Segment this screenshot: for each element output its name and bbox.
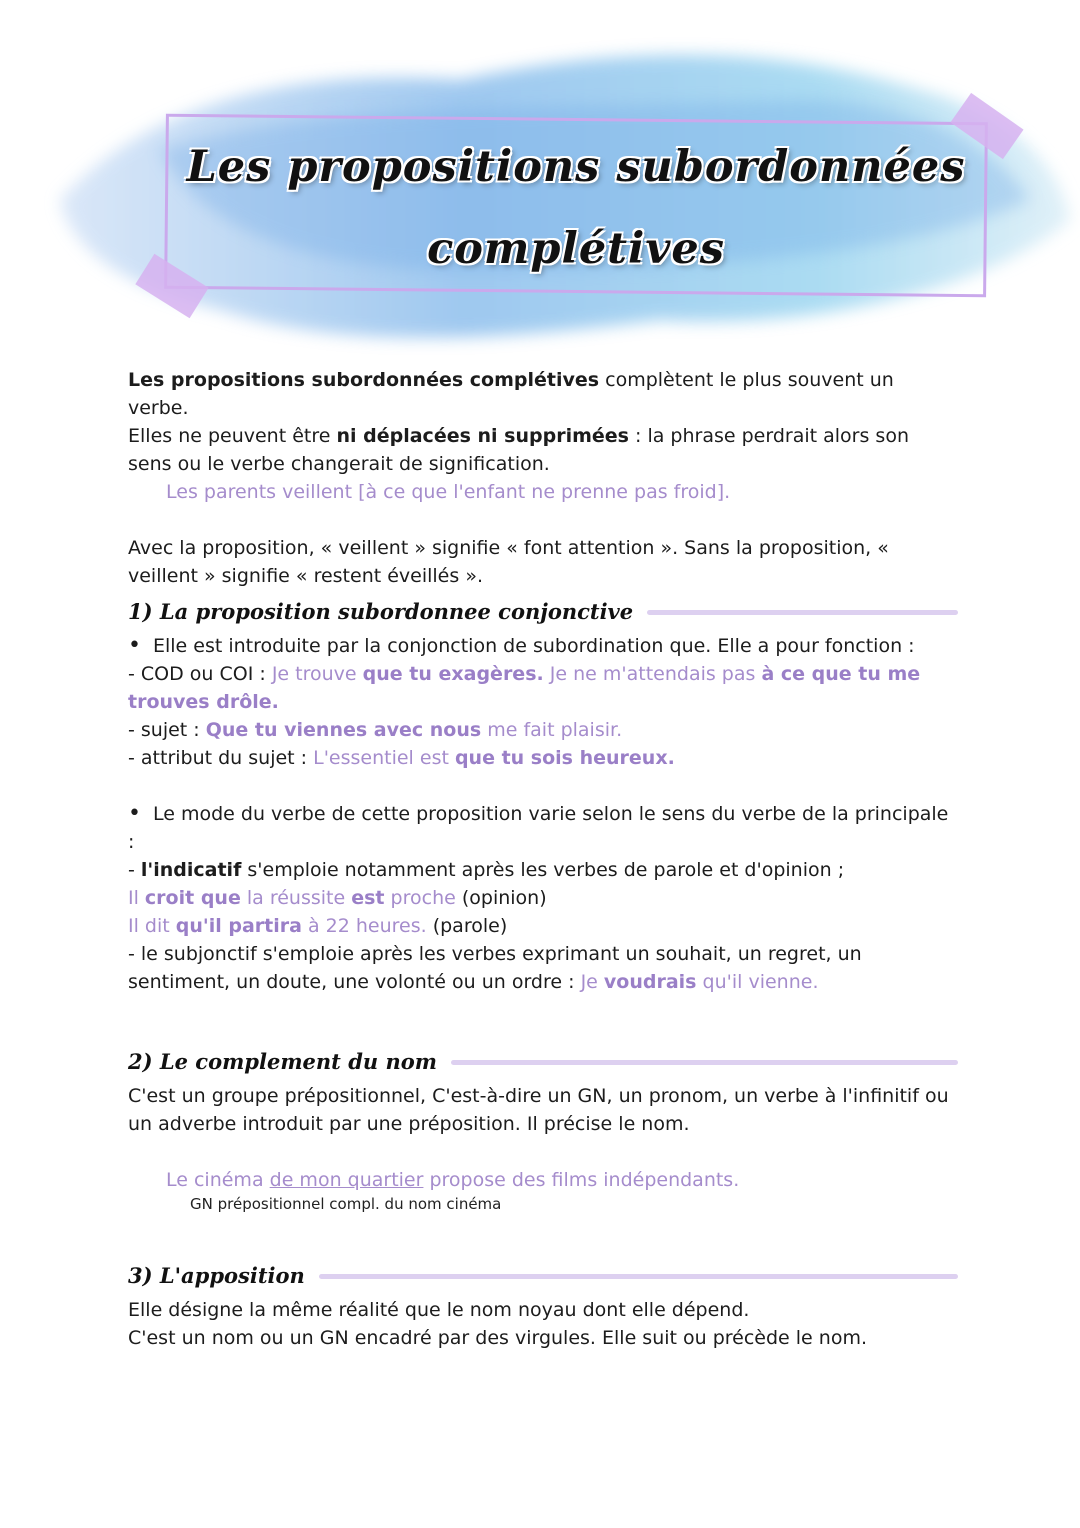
example-highlight: que tu sois heureux. (454, 747, 675, 769)
example-text: Je ne m'attendais pas (543, 663, 762, 685)
intro-text: : la phrase perdrait alors son sens ou le verbe changerait de signification. (128, 425, 909, 475)
intro-text: Elles ne peuvent être (128, 425, 337, 447)
mode-bold-term: l'indicatif (140, 859, 242, 881)
example-text: Le cinéma (166, 1169, 270, 1191)
example-highlight: à ce que tu me trouves drôle. (128, 663, 921, 713)
example-parole (128, 912, 958, 940)
example-highlight: est (351, 887, 385, 909)
section-1-bullet-1: • Elle est introduite par la conjonction de subordination que. Elle a pour fonction : (128, 632, 958, 660)
example-text: la réussite (240, 887, 352, 909)
page-title (165, 126, 987, 290)
section-1-title: 1) La proposition subordonnee conjonctive (128, 599, 634, 624)
section-rule (451, 1060, 958, 1065)
function-label: - sujet : (128, 719, 206, 741)
example-text: me fait plaisir. (481, 719, 623, 741)
section-1-bullet-2: • Le mode du verbe de cette proposition varie selon le sens du verbe de la principale : (128, 800, 958, 856)
example-text: Je trouve (271, 663, 363, 685)
section-2-heading (128, 1048, 958, 1076)
example-highlight: croit que (144, 887, 241, 909)
mode-text: s'emploie notamment après les verbes de parole et d'opinion ; (241, 859, 845, 881)
intro-text: complètent le plus souvent un verbe. (128, 369, 894, 419)
example-tag: (opinion) (455, 887, 547, 909)
function-sujet (128, 716, 958, 744)
dash: - (128, 859, 141, 881)
example-text: Je (580, 971, 604, 993)
example-text: Il (128, 887, 145, 909)
section-2-text: C'est un groupe prépositionnel, C'est-à-dire un GN, un pronom, un verbe à l'infinitif ou un adverbe introduit par une préposition. Il précise le nom. (128, 1085, 949, 1135)
function-label: - attribut du sujet : (128, 747, 314, 769)
example-text: propose des films indépendants. (423, 1169, 740, 1191)
example-underlined: de mon quartier (269, 1169, 424, 1191)
main-content (128, 366, 958, 1352)
example-highlight: voudrais (603, 971, 697, 993)
intro-bold-term: ni déplacées ni supprimées (336, 425, 629, 447)
section-rule (319, 1274, 958, 1279)
section-1-heading (128, 598, 958, 626)
example-opinion (128, 884, 958, 912)
mode-subjonctif (128, 940, 958, 996)
intro-paragraph (128, 366, 958, 478)
function-cod-coi (128, 660, 958, 716)
function-label: - COD ou COI : (128, 663, 272, 685)
title-line-1: Les propositions subordonnées (186, 142, 966, 192)
header (0, 0, 1080, 360)
example-text: qu'il vienne. (696, 971, 819, 993)
section-3-title: 3) L'apposition (128, 1263, 305, 1288)
example-highlight: Que tu viennes avec nous (205, 719, 482, 741)
intro-explanation: Avec la proposition, « veillent » signifie « font attention ». Sans la proposition, « veillent » signifie « restent éveillés ». (128, 537, 889, 587)
example-text: à 22 heures. (301, 915, 427, 937)
section-3-line-2: C'est un nom ou un GN encadré par des virgules. Elle suit ou précède le nom. (128, 1327, 868, 1349)
section-rule (647, 610, 958, 615)
title-line-2: complétives (427, 224, 725, 274)
example-text: Il dit (128, 915, 176, 937)
example-tag: (parole) (426, 915, 508, 937)
section-2-example (128, 1166, 958, 1194)
example-text: proche (384, 887, 456, 909)
example-text: L'essentiel est (313, 747, 455, 769)
intro-bold-term: Les propositions subordonnées complétives (128, 369, 600, 391)
intro-example: Les parents veillent [à ce que l'enfant ne prenne pas froid]. (166, 481, 731, 503)
section-3-heading (128, 1262, 958, 1290)
mode-indicatif (128, 856, 958, 884)
section-2-title: 2) Le complement du nom (128, 1049, 437, 1074)
mode-text: - le subjonctif s'emploie après les verbes exprimant un souhait, un regret, un sentiment, un doute, une volonté ou un ordre : (128, 943, 862, 993)
function-attribut (128, 744, 958, 772)
section-2-annotation: GN prépositionnel compl. du nom cinéma (190, 1195, 502, 1213)
section-3-line-1: Elle désigne la même réalité que le nom noyau dont elle dépend. (128, 1299, 750, 1321)
example-highlight: qu'il partira (175, 915, 302, 937)
example-highlight: que tu exagères. (362, 663, 544, 685)
